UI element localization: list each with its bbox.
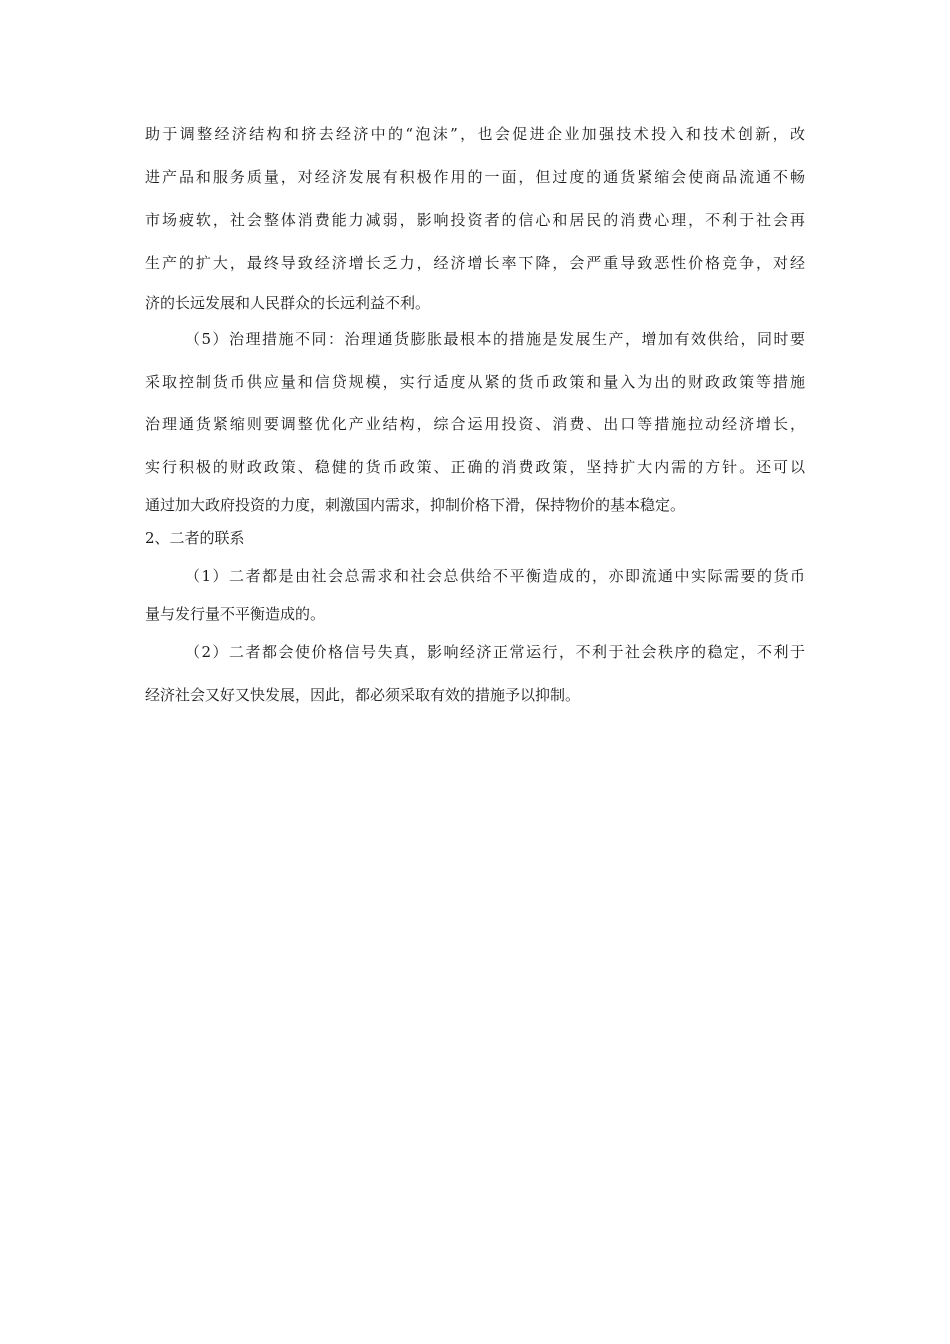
paragraph-line: （2）二者都会使价格信号失真，影响经济正常运行，不利于社会秩序的稳定，不利于 bbox=[185, 643, 805, 661]
paragraph-line: 量与发行量不平衡造成的。 bbox=[145, 605, 326, 623]
paragraph-line: 进产品和服务质量，对经济发展有积极作用的一面，但过度的通货紧缩会使商品流通不畅 bbox=[145, 168, 805, 186]
paragraph-line: 实行积极的财政政策、稳健的货币政策、正确的消费政策，坚持扩大内需的方针。还可以 bbox=[145, 458, 805, 476]
paragraph-line: 通过加大政府投资的力度，刺激国内需求，抑制价格下滑，保持物价的基本稳定。 bbox=[145, 496, 686, 514]
paragraph-line: 济的长远发展和人民群众的长远利益不利。 bbox=[145, 294, 431, 312]
section-heading: 2、二者的联系 bbox=[145, 529, 245, 547]
paragraph-line: 生产的扩大，最终导致经济增长乏力，经济增长率下降，会严重导致恶性价格竞争，对经 bbox=[145, 254, 805, 272]
paragraph-line: 市场疲软，社会整体消费能力减弱，影响投资者的信心和居民的消费心理，不利于社会再 bbox=[145, 211, 805, 229]
paragraph-line: 经济社会又好又快发展，因此，都必须采取有效的措施予以抑制。 bbox=[145, 686, 581, 704]
paragraph-line: 治理通货紧缩则要调整优化产业结构，综合运用投资、消费、出口等措施拉动经济增长， bbox=[145, 415, 805, 433]
paragraph-line: （1）二者都是由社会总需求和社会总供给不平衡造成的，亦即流通中实际需要的货币 bbox=[185, 567, 805, 585]
paragraph-line: 采取控制货币供应量和信贷规模，实行适度从紧的货币政策和量入为出的财政政策等措施 bbox=[145, 373, 805, 391]
paragraph-line: （5）治理措施不同：治理通货膨胀最根本的措施是发展生产，增加有效供给，同时要 bbox=[185, 330, 805, 348]
paragraph-line: 助于调整经济结构和挤去经济中的“泡沫”，也会促进企业加强技术投入和技术创新，改 bbox=[145, 125, 805, 143]
